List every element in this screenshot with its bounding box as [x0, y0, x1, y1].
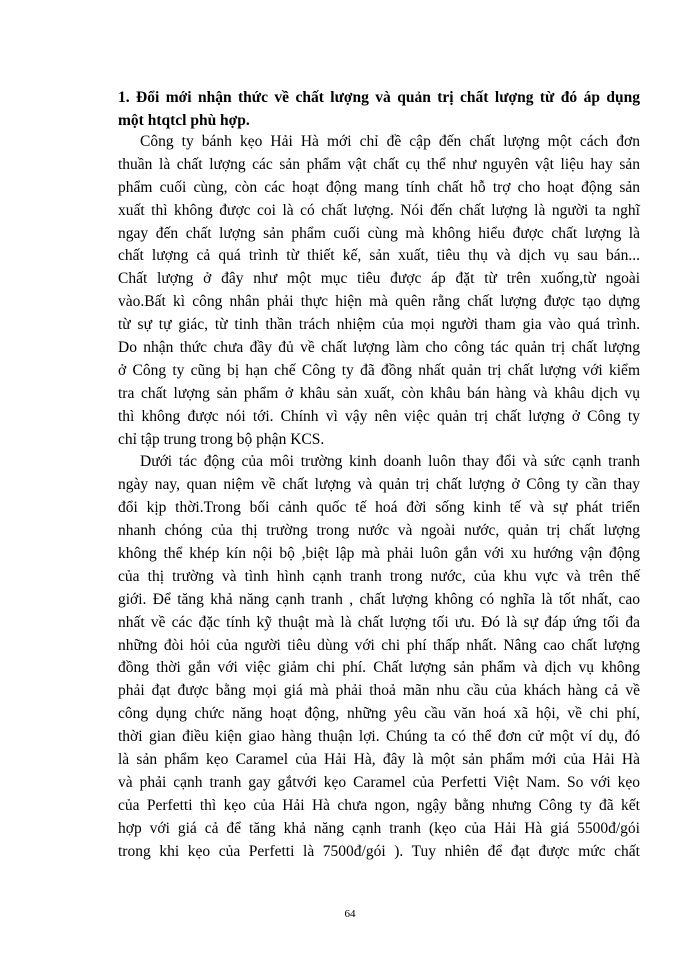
- paragraph-1-line: vào.Bất kì công nhân phải thực hiện mà quên rằng chất lượng được tạo dựng: [118, 293, 640, 311]
- paragraph-1-line: tra chất lượng sản phẩm ở khâu sản xuất, còn khâu bán hàng và khâu dịch vụ: [118, 384, 640, 402]
- body-text: [118, 131, 640, 864]
- paragraph-2-line: những đòi hỏi của người tiêu dùng với chi phí thấp nhất. Nâng cao chất lượng: [118, 636, 640, 654]
- paragraph-1-line: thì không được nói tới. Chính vì vậy nên việc quản trị chất lượng ở Công ty: [118, 407, 640, 425]
- paragraph-2-line: giới. Để tăng khả năng cạnh tranh , chất lượng không có nghĩa là tốt nhất, cao: [118, 590, 640, 608]
- paragraph-2-line: nhanh chóng của thị trường trong nước và ngoài nước, quản trị chất lượng: [118, 522, 640, 540]
- section-heading: [118, 86, 640, 132]
- paragraph-1-line: Công ty bánh kẹo Hải Hà mới chỉ đề cập đến chất lượng một cách đơn: [140, 133, 640, 150]
- paragraph-2-line: trong khi kẹo của Perfetti là 7500đ/gói ). Tuy nhiên để đạt được mức chất: [118, 842, 640, 860]
- paragraph-1-line: Chất lượng ở đây như một mục tiêu được áp đặt từ trên xuống,từ ngoài: [118, 270, 640, 288]
- paragraph-1-line: xuất thì không được coi là có chất lượng. Nói đến chất lượng là người ta nghĩ: [118, 201, 640, 219]
- heading-line: một htqtcl phù hợp.: [118, 111, 250, 129]
- paragraph-2-line: nhất về các đặc tính kỹ thuật mà là chất lượng tối ưu. Đó là sự đáp ứng tối đa: [118, 613, 640, 631]
- paragraph-1-line: từ sự tự giác, từ tinh thần trách nhiệm của mọi người tham gia vào quá trình.: [118, 316, 640, 334]
- paragraph-2-line: đổi kịp thời.Trong bối cảnh quốc tế hoá đời sống kinh tế và sự phát triển: [118, 499, 640, 517]
- heading-line: 1. Đổi mới nhận thức về chất lượng và quản trị chất lượng từ đó áp dụng: [118, 89, 640, 106]
- page-number: 64: [344, 908, 356, 920]
- paragraph-1-line: ngay đến chất lượng sản phẩm cuối cùng mà không hiểu được chất lượng là: [118, 224, 640, 242]
- paragraph-2-line: hợp với giá cả để tăng khả năng cạnh tranh (kẹo của Hải Hà giá 5500đ/gói: [118, 819, 640, 837]
- paragraph-2-line: công dụng chức năng hoạt động, những yêu cầu văn hoá xã hội, về chi phí,: [118, 705, 640, 723]
- paragraph-1-line: thuần là chất lượng các sản phẩm vật chất cụ thể như nguyên vật liệu hay sản: [118, 155, 640, 173]
- paragraph-2-line: ngày nay, quan niệm về chất lượng và quản trị chất lượng ở Công ty cần thay: [118, 476, 640, 494]
- paragraph-2-line: và phải cạnh tranh gay gắtvới kẹo Caramel của Perfetti Việt Nam. So với kẹo: [118, 773, 640, 791]
- paragraph-2-line: thời gian điều kiện giao hàng thuận lợi. Chúng ta có thể đơn cử một ví dụ, đó: [118, 728, 640, 746]
- paragraph-2-line: không thể khép kín nội bộ ,biệt lập mà phải luôn gắn với xu hướng vận động: [118, 545, 640, 563]
- paragraph-2-line: phải đạt được bằng mọi giá mà phải thoả mãn nhu cầu của khách hàng cả về: [118, 682, 640, 700]
- paragraph-2-line: đồng thời gắn với việc giảm chi phí. Chất lượng sản phẩm và dịch vụ không: [118, 659, 640, 677]
- paragraph-1-line: ở Công ty cũng bị hạn chế Công ty đã đồng nhất quản trị chất lượng với kiểm: [118, 361, 640, 379]
- paragraph-2-line: là sản phẩm kẹo Caramel của Hải Hà, đây là một sản phẩm mới của Hải Hà: [118, 751, 640, 769]
- paragraph-1-line: Do nhận thức chưa đầy đủ về chất lượng làm cho công tác quản trị chất lượng: [118, 339, 640, 357]
- paragraph-2-line: của Perfetti thì kẹo của Hải Hà chưa ngon, ngậy bằng nhưng Công ty đã kết: [118, 796, 640, 814]
- paragraph-2-line: Dưới tác động của môi trường kinh doanh luôn thay đổi và sức cạnh tranh: [140, 453, 640, 471]
- paragraph-1-line: phẩm cuối cùng, còn các hoạt động mang tính chất hỗ trợ cho hoạt động sản: [118, 178, 640, 196]
- paragraph-1-line: chỉ tập trung trong bộ phận KCS.: [118, 430, 325, 448]
- paragraph-2-line: của thị trường và tình hình cạnh tranh trong nước, của khu vực và trên thế: [118, 567, 640, 585]
- paragraph-1-line: chất lượng cả quá trình từ thiết kế, sản xuất, tiêu thụ và dịch vụ sau bán...: [118, 247, 640, 265]
